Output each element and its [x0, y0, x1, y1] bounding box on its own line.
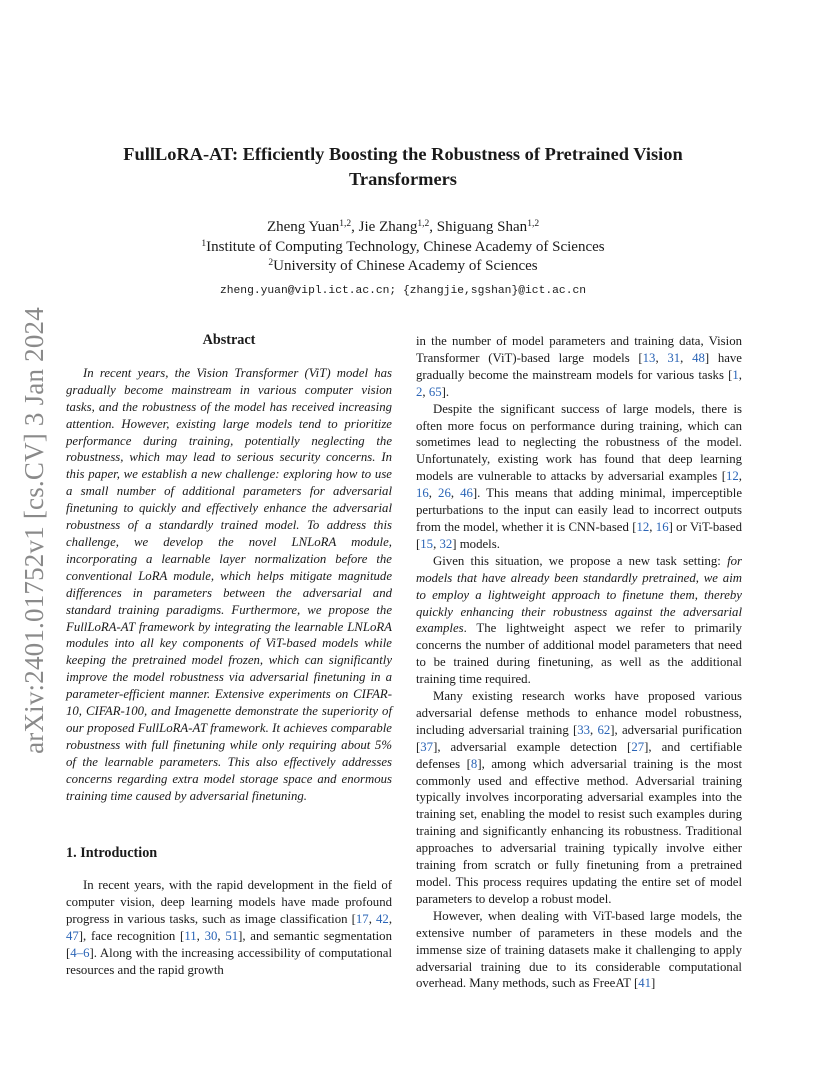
- citation-link[interactable]: 26: [438, 486, 451, 501]
- citation-link[interactable]: 27: [631, 739, 645, 754]
- citation-link[interactable]: 17: [355, 912, 369, 927]
- citation-link[interactable]: 30: [204, 929, 218, 944]
- text-run: ], and semantic segmentation [: [66, 929, 392, 960]
- author-list: Zheng Yuan$^{1,2}$, Jie Zhang$^{1,2}$, Shiguang Shan$^{1,2}$: [266, 219, 540, 235]
- text-run: ]. Along with the increasing accessibility of computational resources and the rapid growth: [66, 946, 392, 977]
- author-name: Zheng Yuan: [266, 219, 340, 235]
- text-run: Despite the significant success of large models, there is often more focus on performance during training, which can sometimes lead to neglecting the robustness of the model. Unfortunately, existing work has found that deep learning models are vulnerable to attacks by adversarial examples [: [416, 401, 742, 484]
- author-name: Shiguang Shan: [436, 219, 528, 235]
- text-run: ,: [738, 367, 742, 382]
- author-affiliation-mark: 1,2: [339, 219, 352, 229]
- text-run: ,: [680, 350, 693, 365]
- text-run: ,: [649, 519, 656, 534]
- text-run: ,: [433, 536, 440, 551]
- text-run: ,: [196, 929, 205, 944]
- paper-title: FullLoRA-AT: Efficiently Boosting the Robustness of Pretrained Vision Transformers: [123, 144, 683, 189]
- affiliation-mark: 1: [201, 238, 207, 249]
- citation-link[interactable]: 4–6: [70, 946, 90, 960]
- text-run: Given this situation, we propose a new task setting:: [433, 553, 728, 568]
- right-column: [416, 333, 742, 992]
- citation-link[interactable]: 11: [184, 929, 197, 944]
- author-affiliation-mark: 1,2: [417, 219, 430, 229]
- body-paragraph: [416, 333, 742, 401]
- text-run: ,: [450, 486, 461, 501]
- body-paragraph: [416, 401, 742, 553]
- author-block: [90, 218, 716, 301]
- emphasized-text: for models that have already been standardly pretrained, we aim to employ a lightweight approach to finetune them, thereby quickly enhancing their robustness against the adversarial examples: [416, 553, 742, 636]
- citation-link[interactable]: 8: [470, 756, 478, 771]
- left-column: [66, 332, 392, 979]
- author-name: Jie Zhang: [358, 219, 418, 235]
- citation-link[interactable]: 13: [642, 350, 656, 365]
- citation-link[interactable]: 37: [420, 739, 434, 754]
- text-run: ] or ViT-based [: [416, 519, 742, 551]
- citation-link[interactable]: 2: [416, 384, 423, 399]
- citation-link[interactable]: 31: [667, 350, 681, 365]
- text-run: ,: [738, 469, 742, 484]
- affiliation-line: [90, 257, 716, 277]
- text-run: ,: [590, 722, 598, 737]
- text-run: ,: [388, 912, 393, 927]
- text-run: ,: [428, 486, 439, 501]
- text-run: In recent years, with the rapid development in the field of computer vision, deep learning models have made profound progress in various tasks, such as image classification [: [66, 878, 392, 927]
- abstract-body: In recent years, the Vision Transformer (ViT) model has gradually become mainstream in various computer vision tasks, and the robustness of the model has received increasing attention. However, existing large models tend to prioritize performance during training, potentially neglecting the robustness, which may lead to serious security concerns. In this paper, we establish a new challenge: exploring how to use a small number of additional parameters for adversarial finetuning to quickly and effectively enhance the adversarial robustness of a standardly trained model. To address this challenge, we develop the novel LNLoRA module, incorporating a learnable layer normalization before the conventional LoRA module, which helps mitigate magnitude differences in parameters between the adversarial and standard training paradigms. Furthermore, we propose the FullLoRA-AT framework by integrating the learnable LNLoRA modules into all key components of ViT-based models while keeping the pretrained model frozen, which can significantly improve the model robustness via adversarial finetuning in a parameter-efficient manner. Extensive experiments on CIFAR-10, CIFAR-100, and Imagenette demonstrate the superiority of our proposed FullLoRA-AT framework. It achieves comparable robustness with full finetuning while only requiring about 5% of the learnable parameters. This also effectively addresses concerns regarding extra model storage space and enormous training time caused by adversarial finetuning.: [66, 365, 392, 803]
- text-run: ,: [217, 929, 226, 944]
- author-email: zheng.yuan@vipl.ict.ac.cn; {zhangjie,sgshan}@ict.ac.cn: [219, 284, 587, 297]
- citation-link[interactable]: 32: [439, 536, 453, 551]
- citation-link[interactable]: 33: [577, 722, 591, 737]
- text-run: ] have gradually become the mainstream models for various tasks [: [416, 350, 742, 382]
- section-heading-introduction: 1. Introduction: [66, 845, 158, 862]
- text-run: Many existing research works have proposed various adversarial defense methods to enhance model robustness, including adversarial training [: [416, 689, 742, 737]
- text-run: ].: [441, 384, 450, 399]
- citation-link[interactable]: 65: [428, 384, 442, 399]
- arxiv-identifier-stamp: [11, 298, 57, 763]
- citation-link[interactable]: 42: [376, 912, 389, 927]
- body-paragraph: [416, 553, 742, 688]
- text-run: ]: [651, 976, 656, 991]
- text-run: ], adversarial example detection [: [433, 739, 632, 754]
- citation-link[interactable]: 62: [597, 722, 611, 737]
- citation-link[interactable]: 51: [225, 929, 239, 944]
- citation-link[interactable]: 12: [726, 469, 739, 484]
- citation-link[interactable]: 12: [636, 519, 650, 534]
- text-run: . The lightweight aspect we refer to primarily concerns the number of additional model parameters that need to be trained during finetuning, as well as the additional training time required.: [416, 621, 742, 687]
- citation-link[interactable]: 48: [692, 350, 705, 365]
- arxiv-identifier-text: arXiv:2401.01752v1 [cs.CV] 3 Jan 2024: [18, 307, 49, 754]
- text-run: ], face recognition [: [78, 929, 185, 944]
- citation-link[interactable]: 47: [66, 929, 79, 944]
- body-paragraph: [416, 908, 742, 993]
- affiliation-mark: 2: [268, 258, 274, 269]
- citation-link[interactable]: 46: [460, 486, 473, 501]
- text-run: ], adversarial purification [: [416, 722, 742, 754]
- text-run: in the number of model parameters and training data, Vision Transformer (ViT)-based large models [: [416, 334, 742, 365]
- citation-link[interactable]: 16: [416, 486, 429, 501]
- text-run: ,: [422, 384, 429, 399]
- citation-link[interactable]: 15: [420, 536, 434, 551]
- text-run: However, when dealing with ViT-based large models, the extensive number of parameters in these models and the immense size of training datasets make it challenging to apply adversarial training due to its considerable computational overhead. Many methods, such as FreeAT [: [416, 908, 742, 991]
- affiliation-line: [90, 238, 716, 258]
- affiliation-name: University of Chinese Academy of Sciences: [273, 258, 538, 275]
- text-run: ] models.: [452, 536, 500, 551]
- text-run: ]. This means that adding minimal, imperceptible perturbations to the input can easily lead to incorrect outputs from the model, whether it is CNN-based [: [416, 486, 743, 534]
- citation-link[interactable]: 16: [655, 519, 669, 534]
- text-run: ], and certifiable defenses [: [416, 739, 743, 771]
- citation-link[interactable]: 41: [638, 976, 652, 991]
- body-paragraph: [416, 688, 742, 908]
- author-affiliation-mark: 1,2: [527, 219, 540, 229]
- text-run: ,: [655, 350, 668, 365]
- text-run: ,: [368, 912, 377, 927]
- citation-link[interactable]: 1: [732, 367, 739, 382]
- text-run: ], among which adversarial training is the most commonly used and effective method. Adversarial training typically involves incorporating adversarial examples into the training set, enabling the model to resist such examples during training and significantly enhancing its robustness. Traditional approaches to adversarial training typically involve either training from scratch or fully finetuning from a pretrained model. This process requires updating the entire set of model parameters to develop a robust model.: [416, 756, 742, 906]
- abstract-heading: Abstract: [202, 332, 256, 348]
- affiliation-name: Institute of Computing Technology, Chinese Academy of Sciences: [206, 238, 605, 255]
- intro-paragraph: [66, 877, 392, 978]
